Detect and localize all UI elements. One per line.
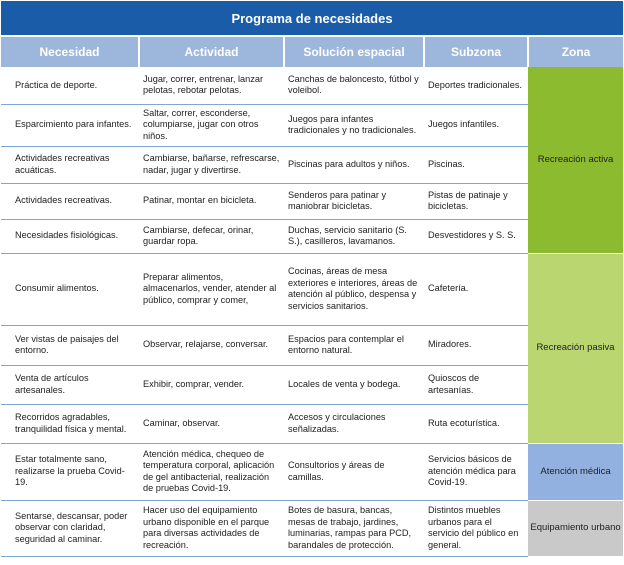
necesidad-cell: Esparcimiento para infantes. [1,104,139,146]
table-row [1,443,623,500]
necesidad-cell: Consumir alimentos. [1,253,139,325]
actividad-cell: Exhibir, comprar, vender. [139,365,284,404]
table-row [1,67,623,104]
subzona-cell: Miradores. [424,325,528,365]
table-row [1,253,623,325]
table-row [1,500,623,556]
necesidad-cell: Ver vistas de paisajes del entorno. [1,325,139,365]
solucion-cell: Juegos para infantes tradicionales y no tradicionales. [284,104,424,146]
header-actividad: Actividad [139,36,284,67]
title-row [1,1,623,36]
subzona-cell: Distintos muebles urbanos para el servicio del público en general. [424,500,528,556]
needs-program-table [1,1,623,557]
necesidad-cell: Práctica de deporte. [1,67,139,104]
zone-recreacion-activa: Recreación activa [528,67,623,253]
actividad-cell: Observar, relajarse, conversar. [139,325,284,365]
subzona-cell: Ruta ecoturística. [424,404,528,443]
subzona-cell: Deportes tradicionales. [424,67,528,104]
header-row [1,36,623,67]
solucion-cell: Botes de basura, bancas, mesas de trabajo, jardines, luminarias, rampas para PCD, barandales de protección. [284,500,424,556]
table-title: Programa de necesidades [1,1,623,36]
actividad-cell: Cambiarse, bañarse, refrescarse, nadar, jugar y divertirse. [139,146,284,183]
subzona-cell: Juegos infantiles. [424,104,528,146]
actividad-cell: Hacer uso del equipamiento urbano disponible en el parque para diversas actividades de recreación. [139,500,284,556]
subzona-cell: Cafetería. [424,253,528,325]
solucion-cell: Senderos para patinar y maniobrar bicicletas. [284,183,424,219]
actividad-cell: Atención médica, chequeo de temperatura corporal, aplicación de gel antibacterial, realización de pruebas Covid-19. [139,443,284,500]
actividad-cell: Jugar, correr, entrenar, lanzar pelotas, rebotar pelotas. [139,67,284,104]
zone-atencion-medica: Atención médica [528,443,623,500]
subzona-cell: Servicios básicos de atención médica para Covid-19. [424,443,528,500]
subzona-cell: Quioscos de artesanías. [424,365,528,404]
zone-recreacion-pasiva: Recreación pasiva [528,253,623,443]
actividad-cell: Cambiarse, defecar, orinar, guardar ropa. [139,219,284,253]
solucion-cell: Piscinas para adultos y niños. [284,146,424,183]
needs-program-table-container [1,1,623,563]
necesidad-cell: Actividades recreativas. [1,183,139,219]
subzona-cell: Pistas de patinaje y bicicletas. [424,183,528,219]
solucion-cell: Duchas, servicio sanitario (S. S.), casilleros, lavamanos. [284,219,424,253]
actividad-cell: Caminar, observar. [139,404,284,443]
solucion-cell: Locales de venta y bodega. [284,365,424,404]
actividad-cell: Saltar, correr, esconderse, columpiarse, jugar con otros niños. [139,104,284,146]
necesidad-cell: Actividades recreativas acuáticas. [1,146,139,183]
header-subzona: Subzona [424,36,528,67]
solucion-cell: Espacios para contemplar el entorno natural. [284,325,424,365]
necesidad-cell: Sentarse, descansar, poder observar con claridad, seguridad al caminar. [1,500,139,556]
necesidad-cell: Venta de artículos artesanales. [1,365,139,404]
actividad-cell: Patinar, montar en bicicleta. [139,183,284,219]
solucion-cell: Cocinas, áreas de mesa exteriores e interiores, áreas de atención al público, despensa y servicios sanitarios. [284,253,424,325]
solucion-cell: Consultorios y áreas de camillas. [284,443,424,500]
solucion-cell: Accesos y circulaciones señalizadas. [284,404,424,443]
zone-equipamiento-urbano: Equipamiento urbano [528,500,623,556]
necesidad-cell: Recorridos agradables, tranquilidad física y mental. [1,404,139,443]
necesidad-cell: Estar totalmente sano, realizarse la prueba Covid-19. [1,443,139,500]
subzona-cell: Desvestidores y S. S. [424,219,528,253]
subzona-cell: Piscinas. [424,146,528,183]
solucion-cell: Canchas de baloncesto, fútbol y voleibol. [284,67,424,104]
necesidad-cell: Necesidades fisiológicas. [1,219,139,253]
header-zona: Zona [528,36,623,67]
header-necesidad: Necesidad [1,36,139,67]
header-solucion: Solución espacial [284,36,424,67]
actividad-cell: Preparar alimentos, almacenarlos, vender, atender al público, comprar y comer, [139,253,284,325]
